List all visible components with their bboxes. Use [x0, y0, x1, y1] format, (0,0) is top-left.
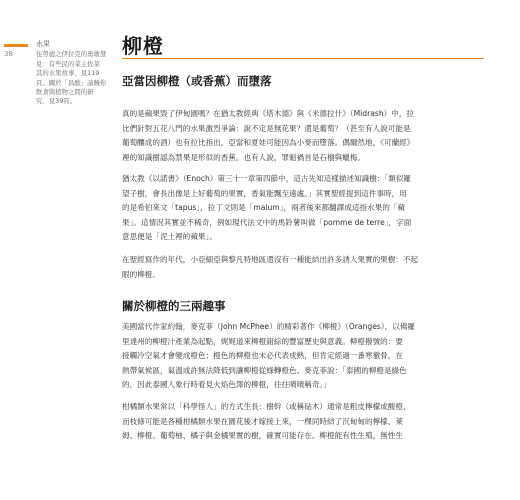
sidebar-note-line: 飲食與植物之間的研 [36, 88, 94, 97]
text-line: 比們針對五花八門的水果激烈爭論：說不定是無花果？還是葡萄？（甚至有人說可能是 [122, 123, 411, 133]
sidebar-note-line: 頁。關於「昌酸」請饒你 [36, 78, 107, 87]
text-line: 眼的柳橙。 [122, 269, 160, 279]
text-line: 的，因此泰國人象行時看見火焰色澤的柳橙，往往嘖嘖稱奇。」 [122, 380, 331, 389]
paragraph [122, 400, 484, 444]
text-line: 柑橘類水果常以「科學怪人」的方式生長：樹幹（或稱砧木）通常是粗皮檸檬或酸橙， [122, 402, 411, 411]
text-line: 的是希伯來文「tapus」，拉丁文則是「malum」，兩者後來都翻譯成這指水果的「蘋 [122, 203, 405, 212]
text-line: 美國當代作家約翰．麥克菲（John McPhee）的精彩著作《柳橙》（Oranges），以佛羅 [122, 322, 416, 331]
section-heading: 亞當因柳橙（或香蕉）而墮落 [122, 74, 272, 88]
text-line: 葡萄釀成的酒）也有拉比指出，亞當和夏娃可能因為小麥而墮落。偶爾然地，《可蘭經》 [122, 138, 415, 147]
text-line: 里達州的柳橙汁產業為起點，娓娓道來柳橙錯綜的豐富歷史與意義。柳橙撥號的：要 [122, 336, 403, 346]
main-content [122, 30, 484, 440]
paragraph [122, 253, 484, 282]
sidebar-note-line: 其的水果故事，見119 [36, 69, 100, 78]
sidebar-note-title: 水果 [36, 40, 50, 48]
sidebar-accent-bar [4, 44, 28, 47]
text-line: 猶太教《以諾書》（Enoch）第三十一章第四節中，這古先知這樣描述知識樹：「類似羅 [122, 174, 412, 183]
text-line: 望子樹，會長出像是上好葡萄的果實，香氣能飄至遠處。」其實聖經提到這件事時，用 [122, 188, 407, 198]
text-line: 接觸冷空氣才會變成橙色；橙色的柳橙也未必代表成熟，但肯定經過一番寒徹骨，在 [122, 351, 403, 360]
text-line: 姆、柳橙、葡萄柚、橘子與金橘果實的樹，確實可能存在。柳橙能有性生殖，無性生 [122, 431, 403, 440]
title-underline [122, 58, 484, 59]
sidebar-note-line: 究，見39頁。 [36, 97, 77, 106]
paragraph [122, 172, 484, 245]
section-heading: 關於柳橙的三兩趣事 [122, 299, 226, 313]
paragraph [122, 107, 484, 165]
text-line: 意思便是「泥土裡的蘋果」。 [122, 232, 217, 241]
sidebar-note-line: 見：有些民的菜主佐菜 [36, 59, 100, 68]
text-line: 果」。這情況其實並不稀奇，例如現代法文中的馬鈴薯叫做「pomme de terre」，字面 [122, 217, 412, 227]
text-line: 裡的知識樹認為禁果是形似的香蕉。也有人說，罪魁禍首是石榴與蠟梅。 [122, 152, 365, 162]
text-line: 真的是蘋果毀了伊甸園嗎？在猶太教經典《塔木德》與《米德拉什》（Midrash）中，拉 [122, 109, 415, 118]
page-title: 柳橙 [122, 34, 164, 58]
text-line: 熱帶氣候區，氣溫或許無法降低到讓柳橙從綠轉橙色。麥克菲說：「泰國的柳橙是綠色 [122, 365, 407, 375]
title-block [122, 30, 484, 60]
text-line: 在聖經寫作的年代，小亞細亞與黎凡特地區還沒有一種能結出許多誘人果實的果樹：不起 [122, 255, 419, 264]
paragraph [122, 320, 484, 393]
sidebar-note [36, 40, 107, 107]
sidebar-note-line: 伍勞德之伊拉克的勇敢發 [36, 50, 107, 59]
page-number: 38 [4, 50, 13, 58]
text-line: 而枝條可能是各種柑橘類水果在園花後才嫁接上來，一棵同時結了沉甸甸的檸檬、萊 [122, 416, 403, 426]
